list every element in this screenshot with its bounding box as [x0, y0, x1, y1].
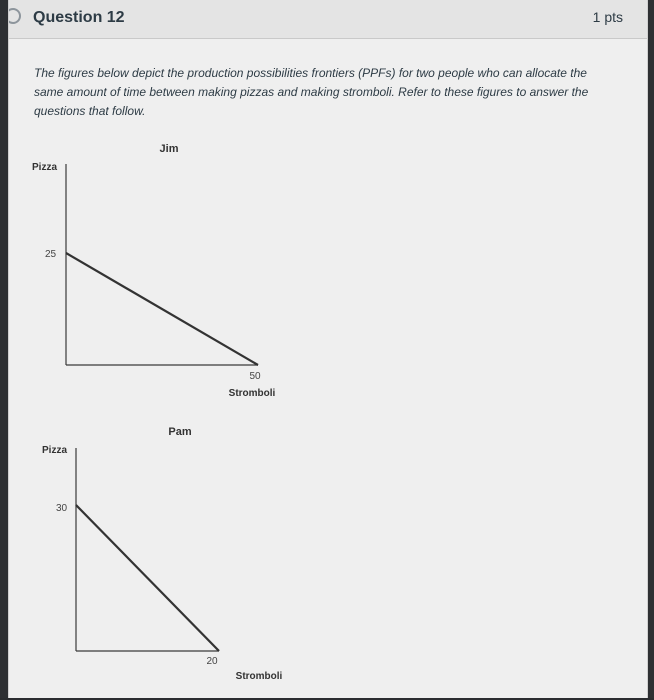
pam-chart [42, 426, 283, 682]
pam-ylabel: Pizza [42, 445, 68, 456]
ppf-figures [9, 0, 648, 698]
pam-xlabel: Stromboli [235, 671, 283, 682]
pam-title: Pam [168, 426, 192, 438]
jim-y-tick-label: 25 [45, 249, 57, 260]
pam-ppf-line [76, 505, 219, 651]
jim-xlabel: Stromboli [228, 388, 276, 399]
question-points: 1 pts [592, 9, 623, 25]
question-card [8, 0, 648, 698]
jim-chart [32, 143, 276, 399]
pam-y-tick-label: 30 [56, 503, 68, 514]
jim-title: Jim [159, 143, 179, 155]
jim-ppf-line [66, 253, 258, 365]
jim-x-tick-label: 50 [249, 371, 261, 382]
question-prompt: The figures below depict the production possibilities frontiers (PPFs) for two people who can allocate the same amount of time between making pizzas and making stromboli. Refer to these figures to answer the questions that follow. [34, 66, 589, 118]
pam-x-tick-label: 20 [206, 656, 218, 667]
question-title: Question 12 [33, 9, 125, 26]
jim-ylabel: Pizza [32, 162, 58, 173]
